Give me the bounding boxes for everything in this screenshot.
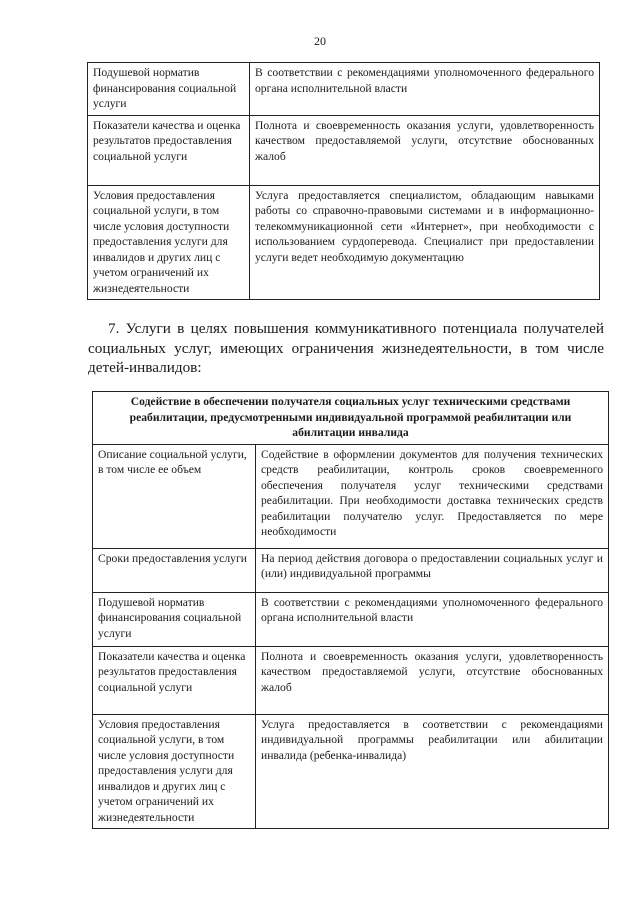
service-title: Содействие в обеспечении получателя социальных услуг техническими средствами реабилитации, предусмотренными индивидуальной программой реабилитации или абилитации инвалида — [93, 392, 609, 445]
row-label: Показатели качества и оценка результатов предоставления социальной услуги — [93, 646, 256, 714]
table-header-row — [93, 392, 609, 445]
row-label: Показатели качества и оценка результатов предоставления социальной услуги — [88, 115, 250, 185]
row-value: Полнота и своевременность оказания услуги, удовлетворенность качеством предоставляемой услуги, отсутствие обоснованных жалоб — [250, 115, 600, 185]
table-row — [93, 646, 609, 714]
table-row — [93, 714, 609, 829]
row-label: Подушевой норматив финансирования социальной услуги — [93, 592, 256, 646]
row-label: Подушевой норматив финансирования социальной услуги — [88, 63, 250, 116]
table-row — [93, 592, 609, 646]
row-label: Условия предоставления социальной услуги, в том числе условия доступности предоставления услуги для инвалидов и других лиц с учетом ограничений их жизнедеятельности — [88, 185, 250, 300]
row-label: Условия предоставления социальной услуги, в том числе условия доступности предоставления услуги для инвалидов и других лиц с учетом ограничений их жизнедеятельности — [93, 714, 256, 829]
row-value: Содействие в оформлении документов для получения технических средств реабилитации, контроль сроков своевременного обеспечения получателя услуг техническими средствами реабилитации. При необходимости доставка технических средств реабилитации получателю услуг. Предоставляется по мере необходимости — [256, 444, 609, 548]
table-row — [93, 548, 609, 592]
row-value: Полнота и своевременность оказания услуги, удовлетворенность качеством предоставляемой услуги, отсутствие обоснованных жалоб — [256, 646, 609, 714]
section-heading: 7. Услуги в целях повышения коммуникативного потенциала получателей социальных услуг, имеющих ограничения жизнедеятельности, в том числе детей-инвалидов: — [88, 320, 604, 376]
service-table-continued — [87, 62, 600, 300]
table-row — [93, 444, 609, 548]
table-row — [88, 185, 600, 300]
row-value: В соответствии с рекомендациями уполномоченного федерального органа исполнительной власти — [250, 63, 600, 116]
row-label: Описание социальной услуги, в том числе ее объем — [93, 444, 256, 548]
table-row — [88, 115, 600, 185]
service-table — [92, 391, 609, 829]
row-label: Сроки предоставления услуги — [93, 548, 256, 592]
row-value: В соответствии с рекомендациями уполномоченного федерального органа исполнительной власти — [256, 592, 609, 646]
row-value: Услуга предоставляется в соответствии с рекомендациями индивидуальной программы реабилитации или абилитации инвалида (ребенка-инвалида) — [256, 714, 609, 829]
row-value: На период действия договора о предоставлении социальных услуг и (или) индивидуальной программы — [256, 548, 609, 592]
page-number: 20 — [314, 34, 326, 48]
row-value: Услуга предоставляется специалистом, обладающим навыками работы со справочно-правовыми системами и в информационно-телекоммуникационной сети «Интернет», при необходимости с использованием сурдоперевода. Специалист при предоставлении услуги ведет необходимую документацию — [250, 185, 600, 300]
table-row — [88, 63, 600, 116]
